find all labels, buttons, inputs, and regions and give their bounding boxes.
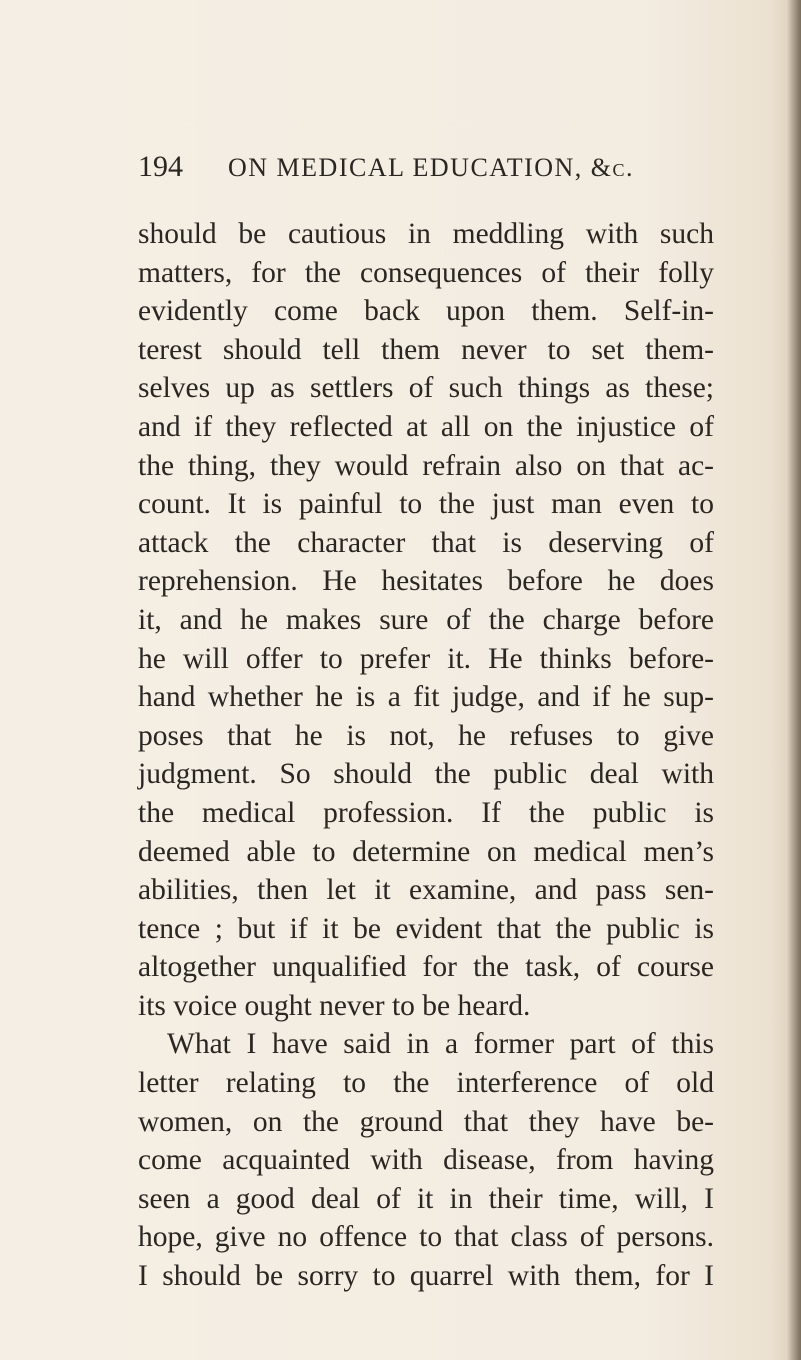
paragraph-end-line: its voice ought never to be heard. <box>138 989 531 1022</box>
running-head-title: ON MEDICAL EDUCATION, &c. <box>228 153 635 182</box>
text-line: come acquainted with disease, from having <box>138 1144 714 1177</box>
text-line: tence ; but if it be evident that the public is <box>138 912 714 945</box>
text-line: deemed able to determine on medical men’s <box>138 835 714 868</box>
text-line: the medical profession. If the public is <box>138 796 714 829</box>
text-line: abilities, then let it examine, and pass sen- <box>138 874 714 907</box>
text-line: and if they reflected at all on the injustice of <box>138 410 714 443</box>
text-line: the thing, they would refrain also on that ac- <box>138 449 714 482</box>
text-line: letter relating to the interference of old <box>138 1067 714 1100</box>
text-line: attack the character that is deserving of <box>138 526 714 559</box>
text-line: judgment. So should the public deal with <box>138 758 714 791</box>
text-line: poses that he is not, he refuses to give <box>138 719 714 752</box>
text-line: hope, give no offence to that class of persons. <box>138 1221 714 1254</box>
text-line: selves up as settlers of such things as these; <box>138 372 714 405</box>
page-edge-shadow <box>787 0 801 1360</box>
text-line: terest should tell them never to set them- <box>138 333 714 366</box>
text-line: matters, for the consequences of their folly <box>138 256 714 289</box>
text-line: count. It is painful to the just man even to <box>138 488 714 521</box>
running-head <box>138 147 698 191</box>
text-line: should be cautious in meddling with such <box>138 218 714 250</box>
text-line: he will offer to prefer it. He thinks before- <box>138 642 714 675</box>
text-line: reprehension. He hesitates before he does <box>138 565 714 598</box>
text-line: women, on the ground that they have be- <box>138 1105 714 1138</box>
body-text <box>138 215 714 1296</box>
text-line: I should be sorry to quarrel with them, for I <box>138 1260 714 1293</box>
text-line: altogether unqualified for the task, of course <box>138 951 714 984</box>
paragraph-start-line: What I have said in a former part of this <box>167 1028 714 1061</box>
page-number: 194 <box>138 150 183 183</box>
text-line: evidently come back upon them. Self-in- <box>138 295 714 328</box>
text-line: seen a good deal of it in their time, will, I <box>138 1182 714 1215</box>
text-line: hand whether he is a fit judge, and if he sup- <box>138 681 714 714</box>
text-line: it, and he makes sure of the charge before <box>138 603 714 636</box>
